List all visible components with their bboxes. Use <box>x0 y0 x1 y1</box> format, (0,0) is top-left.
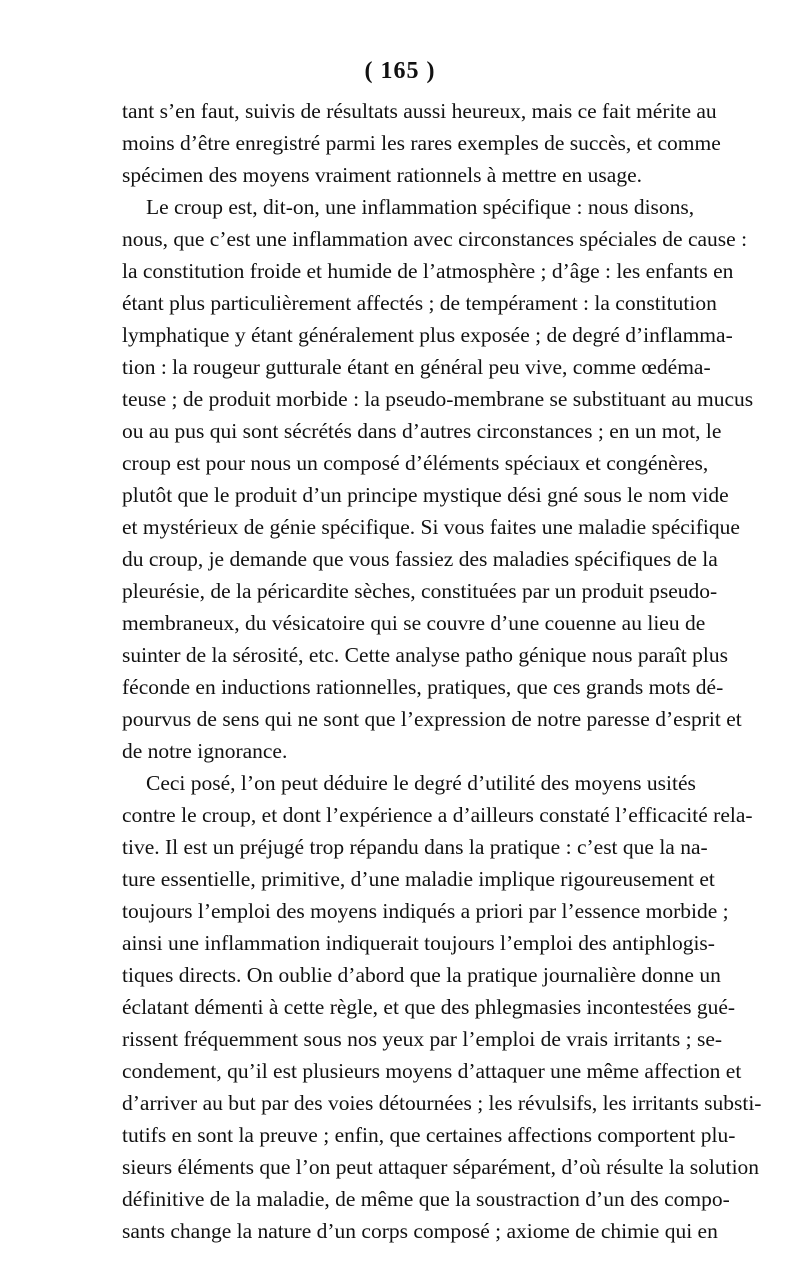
text-line: ainsi une inflammation indiquerait toujours l’emploi des antiphlogis- <box>122 931 715 955</box>
paragraph-start-line: Ceci posé, l’on peut déduire le degré d’utilité des moyens usités <box>146 771 696 795</box>
text-line: membraneux, du vésicatoire qui se couvre d’une couenne au lieu de <box>122 611 706 635</box>
text-line: contre le croup, et dont l’expérience a d’ailleurs constaté l’efficacité rela- <box>122 803 753 827</box>
text-line: pleurésie, de la péricardite sèches, constituées par un produit pseudo- <box>122 579 718 603</box>
text-line: d’arriver au but par des voies détournées ; les révulsifs, les irritants substi- <box>122 1091 762 1115</box>
paragraph-start-line: Le croup est, dit-on, une inflammation spécifique : nous disons, <box>146 195 695 219</box>
text-line: de notre ignorance. <box>122 739 288 763</box>
text-line: moins d’être enregistré parmi les rares exemples de succès, et comme <box>122 131 721 155</box>
text-line: nous, que c’est une inflammation avec circonstances spéciales de cause : <box>122 227 748 251</box>
page-number: ( 165 ) <box>364 58 436 84</box>
text-line: du croup, je demande que vous fassiez des maladies spécifiques de la <box>122 547 718 571</box>
text-line: féconde en inductions rationnelles, pratiques, que ces grands mots dé- <box>122 675 724 699</box>
text-line: plutôt que le produit d’un principe mystique dési gné sous le nom vide <box>122 483 729 507</box>
text-line: tive. Il est un préjugé trop répandu dans la pratique : c’est que la na- <box>122 835 708 859</box>
text-line: condement, qu’il est plusieurs moyens d’attaquer une même affection et <box>122 1059 742 1083</box>
text-line: spécimen des moyens vraiment rationnels à mettre en usage. <box>122 163 643 187</box>
text-line: ou au pus qui sont sécrétés dans d’autres circonstances ; en un mot, le <box>122 419 722 443</box>
text-line: tiques directs. On oublie d’abord que la pratique journalière donne un <box>122 963 721 987</box>
text-line: lymphatique y étant généralement plus exposée ; de degré d’inflamma- <box>122 323 733 347</box>
text-line: tant s’en faut, suivis de résultats aussi heureux, mais ce fait mérite au <box>122 99 717 123</box>
text-line: suinter de la sérosité, etc. Cette analyse patho génique nous paraît plus <box>122 643 728 667</box>
text-line: ture essentielle, primitive, d’une maladie implique rigoureusement et <box>122 867 715 891</box>
text-line: tion : la rougeur gutturale étant en général peu vive, comme œdéma- <box>122 355 711 379</box>
text-line: éclatant démenti à cette règle, et que des phlegmasies incontestées gué- <box>122 995 736 1019</box>
text-line: sieurs éléments que l’on peut attaquer séparément, d’où résulte la solution <box>122 1155 760 1179</box>
text-line: toujours l’emploi des moyens indiqués a priori par l’essence morbide ; <box>122 899 729 923</box>
text-line: la constitution froide et humide de l’atmosphère ; d’âge : les enfants en <box>122 259 734 283</box>
text-line: étant plus particulièrement affectés ; de tempérament : la constitution <box>122 291 717 315</box>
text-line: croup est pour nous un composé d’éléments spéciaux et congénères, <box>122 451 709 475</box>
text-line: sants change la nature d’un corps composé ; axiome de chimie qui en <box>122 1219 718 1243</box>
text-line: teuse ; de produit morbide : la pseudo-membrane se substituant au mucus <box>122 387 754 411</box>
text-line: et mystérieux de génie spécifique. Si vous faites une maladie spécifique <box>122 515 740 539</box>
text-line: pourvus de sens qui ne sont que l’expression de notre paresse d’esprit et <box>122 707 742 731</box>
text-line: tutifs en sont la preuve ; enfin, que certaines affections comportent plu- <box>122 1123 736 1147</box>
text-line: définitive de la maladie, de même que la soustraction d’un des compo- <box>122 1187 730 1211</box>
text-line: rissent fréquemment sous nos yeux par l’emploi de vrais irritants ; se- <box>122 1027 723 1051</box>
